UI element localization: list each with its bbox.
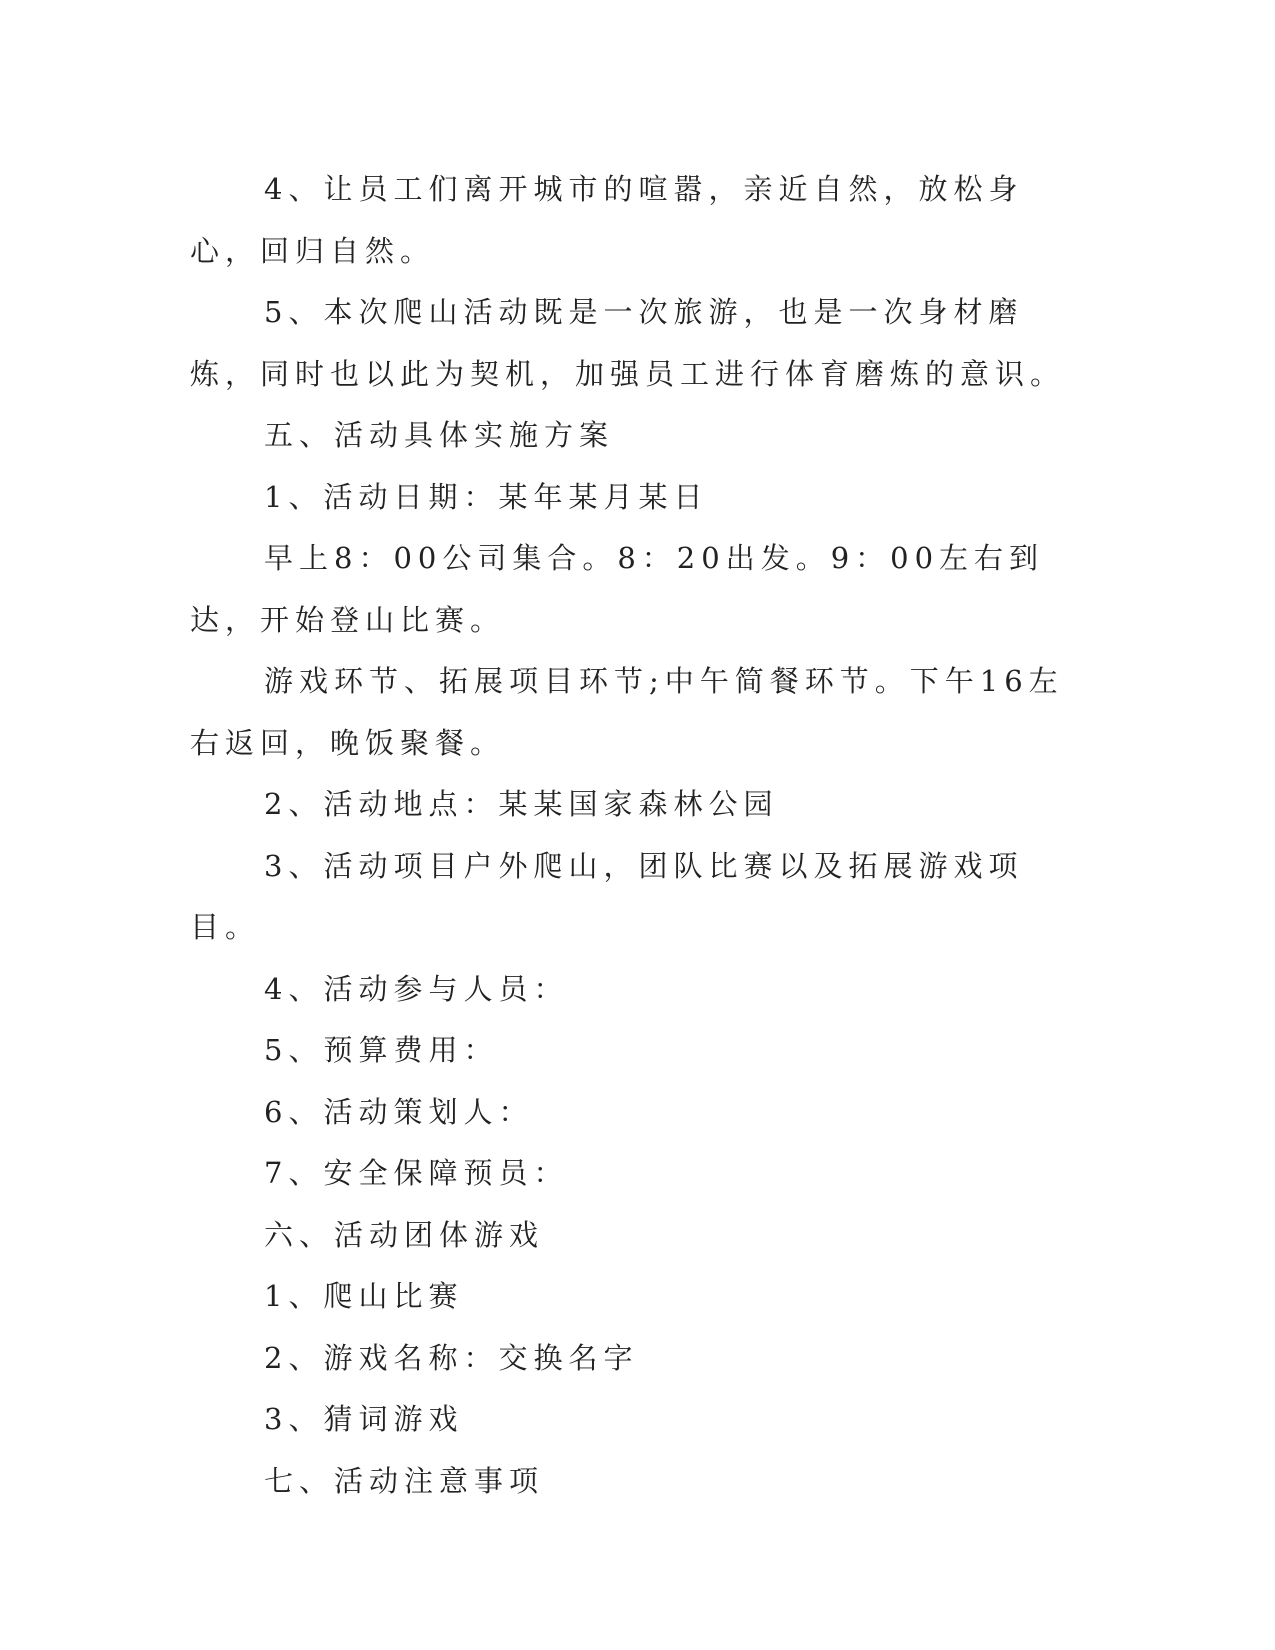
paragraph-game-climbing: 1、爬山比赛	[264, 1279, 464, 1313]
paragraph-goal-5: 5、本次爬山活动既是一次旅游，也是一次身材磨炼，同时也以此为契机，加强员工进行体育磨炼的意识。	[190, 295, 1066, 391]
paragraph-activity-location: 2、活动地点：某某国家森林公园	[264, 787, 779, 821]
document-body	[190, 159, 1090, 1512]
paragraph-activity-date: 1、活动日期：某年某月某日	[264, 479, 709, 514]
paragraph-game-name-swap: 2、游戏名称：交换名字	[264, 1340, 639, 1375]
paragraph-activity-items: 3、活动项目户外爬山，团队比赛以及拓展游戏项目。	[190, 848, 1024, 944]
paragraph-game-word-guess: 3、猜词游戏	[264, 1402, 464, 1436]
paragraph-participants: 4、活动参与人员：	[264, 971, 569, 1006]
section-heading-precautions: 七、活动注意事项	[264, 1463, 545, 1498]
paragraph-morning-schedule: 早上8：00公司集合。8：20出发。9：00左右到达，开始登山比赛。	[190, 541, 1045, 637]
paragraph-afternoon-schedule: 游戏环节、拓展项目环节;中午简餐环节。下午16左右返回，晚饭聚餐。	[190, 664, 1064, 760]
paragraph-goal-4: 4、让员工们离开城市的喧嚣，亲近自然，放松身心，回归自然。	[190, 172, 1024, 268]
paragraph-planner: 6、活动策划人：	[264, 1094, 534, 1129]
section-heading-team-games: 六、活动团体游戏	[264, 1217, 545, 1252]
paragraph-safety-staff: 7、安全保障预员：	[264, 1156, 569, 1190]
section-heading-implementation: 五、活动具体实施方案	[264, 418, 615, 452]
paragraph-budget: 5、预算费用：	[264, 1033, 499, 1067]
